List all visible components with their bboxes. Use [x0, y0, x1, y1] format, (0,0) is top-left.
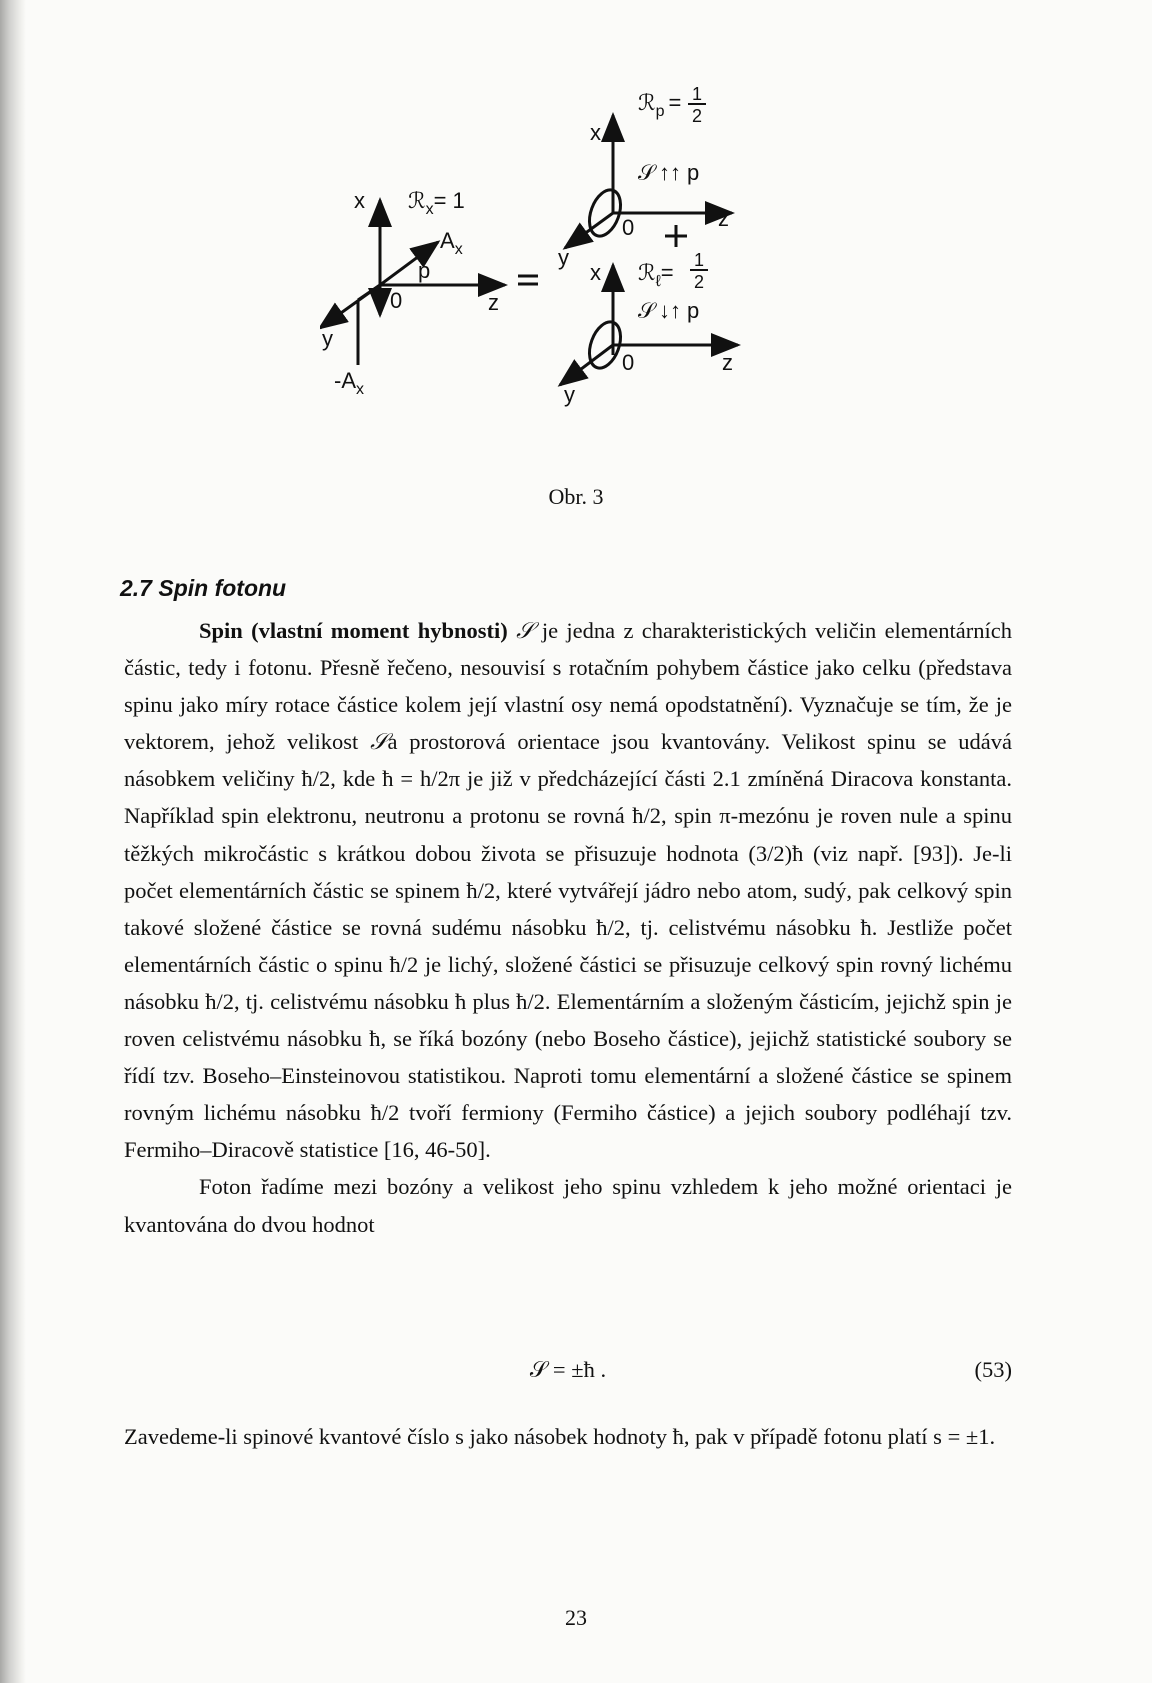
tr-x-label: x — [590, 120, 601, 145]
left-y-label: y — [322, 326, 333, 351]
br-frac-num: 1 — [694, 250, 705, 270]
paragraph-1 — [124, 612, 1012, 1168]
equation-body: 𝒮 = ±ħ . — [529, 1357, 607, 1382]
equation-53 — [124, 1357, 1012, 1387]
tr-origin-label: 0 — [622, 215, 635, 240]
br-frac-den: 2 — [694, 272, 705, 292]
paragraph-1-text-a: je jedna z charakteristických veličin elementárních částic, tedy i fotonu. Přesně řečeno, nesouvisí s rotačním pohybem částice jako celku (představa spinu jako míry rotace částice kolem její vlastní osy nemá opodstatnění). Vyznačuje se tím, že je vektorem, jehož velikost — [124, 618, 1012, 755]
spin-diagram-svg — [320, 80, 840, 440]
br-origin-label: 0 — [622, 350, 635, 375]
br-y-label: y — [564, 382, 575, 407]
tr-frac-num: 1 — [692, 84, 703, 104]
paragraph-3: Zavedeme-li spinové kvantové číslo s jako násobek hodnoty ħ, pak v případě fotonu platí s = ±1. — [124, 1424, 996, 1449]
paragraph-2: Foton řadíme mezi bozóny a velikost jeho spinu vzhledem k jeho možné orientaci je kvantována do dvou hodnot — [124, 1174, 1012, 1237]
paragraph-1-text-b: a prostorová orientace jsou kvantovány. Velikost spinu se udává násobkem veličiny ħ/2, kde ħ = h/2π je již v předcházející části 2.1 zmíněná Diracova konstanta. Například spin elektronu, neutronu a protonu se rovná ħ/2, spin π-mezónu je roven nule a spinu těžkých mikročástic s krátkou dobou života se přisuzuje hodnota (3/2)ħ (viz např. [93]). Je-li počet elementárních částic se spinem ħ/2, které vytvářejí jádro nebo atom, sudý, pak celkový spin takové složené částice se rovná sudému násobku ħ/2, tj. celistvému násobku ħ. Jestliže počet elementárních částic o spinu ħ/2 je lichý, složené částici se přisuzuje celkový spin rovný lichému násobku ħ/2, tj. celistvému násobku ħ plus ħ/2. Elementárním a složeným částicím, jejichž spin je roven celistvému násobku ħ, se říká bozóny (nebo Boseho částice), jejichž statistické soubory se řídí tzv. Boseho–Einsteinovou statistikou. Naproti tomu elementární a složené částice se spinem rovným lichému násobku ħ/2 tvoří fermiony (Fermiho částice) a jejich soubory podléhají tzv. Fermiho–Diracově statistice [16, 46-50]. — [124, 729, 1012, 1163]
br-x-label: x — [590, 260, 601, 285]
left-momentum-label: p — [418, 258, 431, 283]
section-heading: 2.7 Spin fotonu — [120, 575, 287, 601]
page-number: 23 — [565, 1605, 587, 1630]
page-binding-shadow — [0, 0, 26, 1683]
br-spin-label: 𝒮 ↓↑ p — [638, 298, 700, 323]
tr-helix-ring — [584, 186, 627, 241]
body-text — [124, 612, 1012, 1243]
left-amp-minus-line — [358, 285, 380, 300]
left-amp-plus-label: $A_x$ — [440, 228, 463, 258]
left-amp-minus-label: $-A_x$ — [334, 368, 364, 398]
left-z-label: z — [488, 290, 499, 315]
tr-z-label: z — [718, 206, 729, 231]
left-x-label: x — [354, 188, 365, 213]
bold-term: Spin (vlastní moment hybnosti) — [199, 618, 508, 643]
spin-symbol-2: 𝒮 — [370, 729, 388, 755]
figure-spin-diagram — [320, 80, 840, 440]
figure-caption: Obr. 3 — [548, 484, 604, 509]
tr-spin-label: 𝒮 ↑↑ p — [638, 160, 700, 185]
spin-symbol: 𝒮 — [516, 618, 534, 643]
equation-number: (53) — [974, 1357, 1012, 1382]
left-rho-label: ℛ$_x$= 1 — [408, 188, 465, 218]
br-z-label: z — [722, 350, 733, 375]
tr-rho-label: ℛ$_p$ = — [638, 90, 682, 120]
left-origin-label: 0 — [390, 288, 403, 313]
tr-y-label: y — [558, 245, 569, 270]
br-rho-label: ℛ$_\ell$= — [638, 260, 674, 290]
tr-frac-den: 2 — [692, 106, 703, 126]
